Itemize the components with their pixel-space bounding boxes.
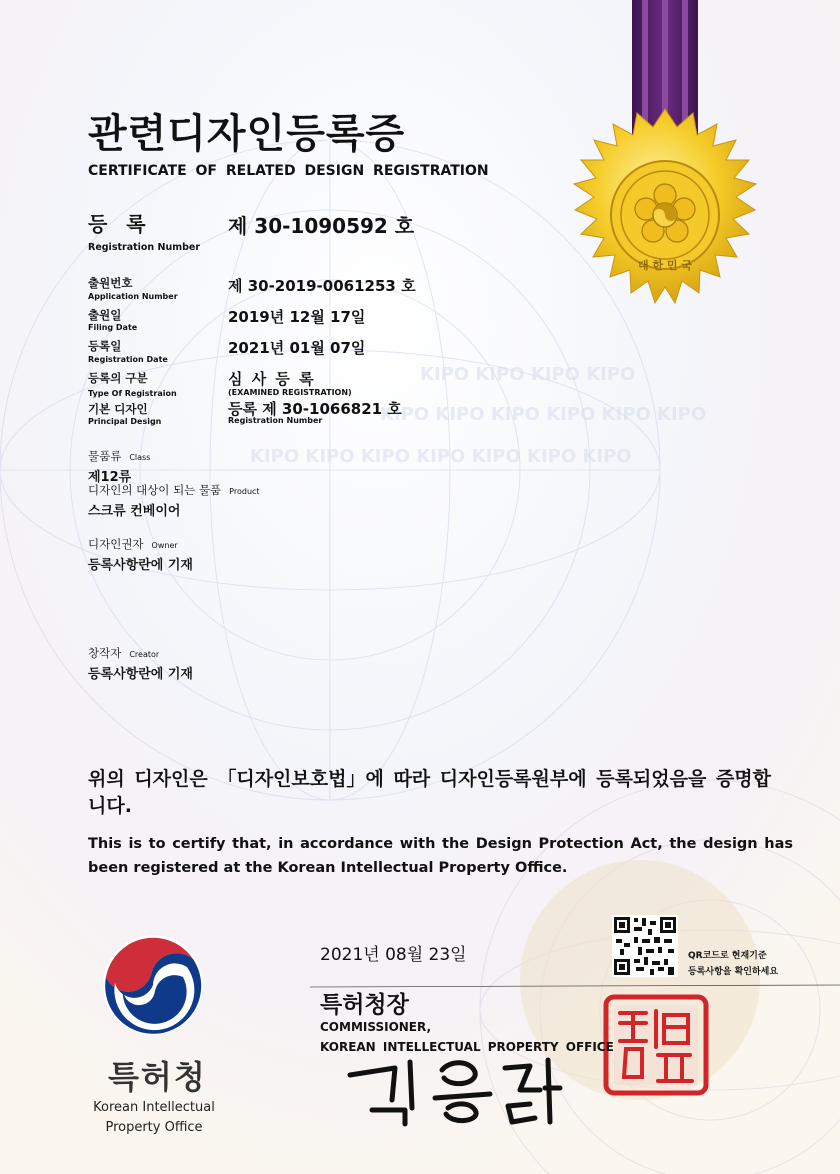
commissioner-title-korean: 특허청장 [320, 992, 409, 1018]
medal-inscription: 대 한 민 국 [638, 259, 692, 272]
registration-date-value: 2021년 01월 07일 [228, 339, 366, 357]
application-number-value: 제 30-2019-0061253 호 [228, 277, 416, 295]
watermark-row-1: KIPO KIPO KIPO KIPO [420, 364, 636, 385]
certificate-title-korean: 관련디자인등록증 [88, 111, 406, 157]
product-label-korean: 디자인의 대상이 되는 물품 [88, 483, 222, 497]
kipo-logo-mark [103, 935, 203, 1035]
registration-type-value: 심 사 등 록 [228, 370, 316, 388]
watermark-row-2: KIPO KIPO KIPO KIPO KIPO KIPO [380, 404, 707, 425]
registration-type-label-en: Type Of Registraion [88, 389, 177, 398]
principal-design-label: 기본 디자인 [88, 402, 148, 416]
creator-label-english: Creator [129, 650, 160, 659]
class-label-english: Class [129, 453, 151, 462]
filing-date-value: 2019년 12월 17일 [228, 308, 366, 326]
certification-statement-korean: 위의 디자인은 「디자인보호법」에 따라 디자인등록원부에 등록되었음을 증명합니다. [88, 768, 772, 817]
registration-type-value-en: (EXAMINED REGISTRATION) [228, 388, 352, 397]
class-label-korean: 물품류 [88, 449, 122, 463]
qr-note-line-2: 등록사항을 확인하세요 [688, 967, 779, 977]
product-label [88, 482, 260, 498]
class-label [88, 448, 150, 464]
kipo-logo-english: Korean Intellectual Property Office [93, 1100, 215, 1135]
application-number-label: 출원번호 [88, 276, 133, 290]
certification-statement-english: This is to certify that, in accordance with the Design Protection Act, the design has been registered at the Korean Intellectual Property Office. [88, 836, 793, 876]
principal-design-value-en: Registration Number [228, 416, 323, 425]
registration-type-label: 등록의 구분 [88, 371, 148, 385]
registration-label-english: Registration Number [88, 242, 201, 253]
owner-value: 등록사항란에 기재 [88, 558, 193, 573]
registration-number: 제 30-1090592 호 [228, 214, 415, 238]
filing-date-label: 출원일 [88, 308, 122, 322]
registration-date-label: 등록일 [88, 339, 122, 353]
product-label-english: Product [229, 487, 260, 496]
creator-label [88, 645, 159, 661]
qr-code [612, 915, 678, 977]
watermark-row-3: KIPO KIPO KIPO KIPO KIPO KIPO KIPO [250, 446, 632, 467]
owner-label-korean: 디자인권자 [88, 537, 144, 551]
creator-label-korean: 창작자 [88, 646, 122, 660]
commissioner-title-english-1: COMMISSIONER, [320, 1020, 432, 1034]
qr-note-line-1: QR코드로 현재기준 [688, 951, 767, 961]
kipo-logo-korean: 특허청 [108, 1058, 207, 1096]
principal-design-label-en: Principal Design [88, 417, 162, 426]
commissioner-title-english-2: KOREAN INTELLECTUAL PROPERTY OFFICE [320, 1040, 614, 1054]
official-red-seal [606, 997, 706, 1093]
filing-date-label-en: Filing Date [88, 323, 138, 332]
principal-design-value: 등록 제 30-1066821 호 [228, 400, 402, 418]
application-number-label-en: Application Number [88, 292, 178, 301]
registration-date-label-en: Registration Date [88, 355, 168, 364]
owner-label [88, 536, 178, 552]
certificate-title-english: CERTIFICATE OF RELATED DESIGN REGISTRATION [88, 163, 489, 179]
product-value: 스크류 컨베이어 [88, 504, 181, 519]
creator-value: 등록사항란에 기재 [88, 667, 193, 682]
qr-note [688, 948, 778, 980]
registration-label-korean: 등 록 [88, 212, 152, 236]
owner-label-english: Owner [151, 541, 178, 550]
issue-date: 2021년 08월 23일 [320, 945, 467, 965]
class-value: 제12류 [88, 470, 132, 485]
